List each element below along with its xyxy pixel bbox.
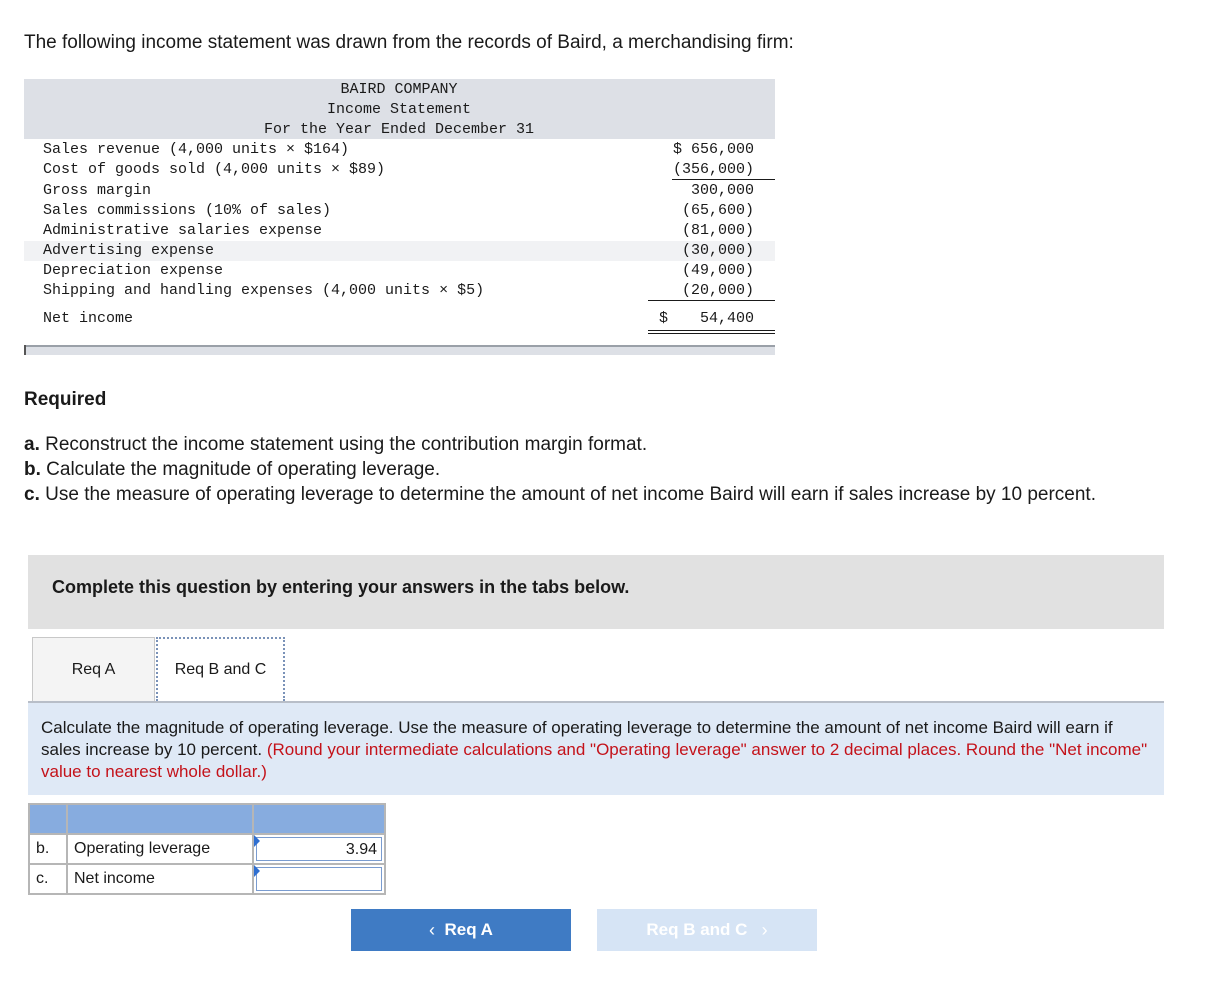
- required-item-a: [24, 432, 1096, 457]
- statement-footer-edge: [24, 345, 26, 355]
- line-label: Administrative salaries expense: [43, 222, 323, 239]
- row-label: Operating leverage: [67, 834, 253, 864]
- company-name: BAIRD COMPANY: [340, 81, 458, 98]
- statement-line: [24, 221, 775, 241]
- row-label: Net income: [67, 864, 253, 894]
- required-item-b: [24, 457, 1096, 482]
- statement-line: [24, 140, 775, 160]
- table-row: [29, 864, 385, 894]
- line-amount: (356,000): [672, 161, 754, 178]
- table-row: [29, 834, 385, 864]
- line-label: Sales commissions (10% of sales): [43, 202, 332, 219]
- prev-tab-button[interactable]: [351, 909, 571, 951]
- net-income-line: [24, 309, 775, 329]
- answer-table: [28, 803, 386, 895]
- instructions-panel: [28, 703, 1164, 795]
- line-amount: 300,000: [690, 182, 754, 199]
- tab-label: Req A: [71, 660, 116, 678]
- line-label: Cost of goods sold (4,000 units × $89): [43, 161, 386, 178]
- required-list: [24, 432, 1096, 507]
- row-letter: b.: [29, 834, 67, 864]
- operating-leverage-cell: [253, 834, 385, 864]
- item-letter: b.: [24, 459, 41, 480]
- tab-label: Req B and C: [174, 661, 267, 678]
- next-button-label: Req B and C: [646, 920, 748, 939]
- net-income-input[interactable]: [256, 867, 382, 891]
- line-label: Depreciation expense: [43, 262, 224, 279]
- income-statement: [24, 79, 775, 355]
- row-letter: c.: [29, 864, 67, 894]
- item-letter: a.: [24, 434, 40, 455]
- statement-line: [24, 281, 775, 301]
- instructions-text: Calculate the magnitude of operating leverage. Use the measure of operating leverage to determine the amount of net income Baird will earn if sales increase by 10 percent.: [41, 718, 1113, 759]
- statement-line: [24, 160, 775, 180]
- double-rule-bottom: [648, 333, 775, 334]
- line-amount: (65,600): [681, 202, 754, 219]
- net-income-cell: [253, 864, 385, 894]
- complete-banner: [28, 555, 1164, 629]
- item-text: Calculate the magnitude of operating leverage.: [46, 459, 441, 480]
- line-label: Shipping and handling expenses (4,000 units × $5): [43, 282, 485, 299]
- line-label: Gross margin: [43, 182, 152, 199]
- statement-footer: [24, 345, 775, 355]
- net-income-amount: 54,400: [699, 310, 754, 327]
- complete-banner-text: Complete this question by entering your answers in the tabs below.: [52, 577, 630, 597]
- chevron-right-icon: ›: [761, 919, 768, 940]
- line-amount: (20,000): [681, 282, 754, 299]
- next-tab-button[interactable]: [597, 909, 817, 951]
- double-rule-top: [648, 330, 775, 331]
- net-income-label: Net income: [43, 310, 134, 327]
- line-amount: (30,000): [681, 242, 754, 259]
- statement-line: [24, 201, 775, 221]
- required-item-c: [24, 482, 1096, 507]
- statement-line: [24, 241, 775, 261]
- intro-text: The following income statement was drawn from the records of Baird, a merchandising firm:: [24, 32, 794, 53]
- statement-line: [24, 261, 775, 281]
- line-amount: (49,000): [681, 262, 754, 279]
- statement-title: Income Statement: [326, 101, 472, 118]
- line-amount: (81,000): [681, 222, 754, 239]
- total-rule: [648, 300, 775, 301]
- line-label: Sales revenue (4,000 units × $164): [43, 141, 350, 158]
- instructions-note: (Round your intermediate calculations and "Operating leverage" answer to 2 decimal places. Round the "Net income" value to nearest whole dollar.): [41, 740, 1148, 781]
- statement-line: [24, 181, 775, 201]
- net-income-dollar: $: [659, 310, 669, 327]
- item-letter: c.: [24, 484, 40, 505]
- prev-button-label: Req A: [444, 920, 493, 939]
- operating-leverage-input[interactable]: 3.94: [256, 837, 382, 861]
- tab-req-a[interactable]: [32, 637, 155, 701]
- tab-req-b-and-c[interactable]: [156, 637, 285, 701]
- answer-table-header: [29, 804, 385, 834]
- statement-period: For the Year Ended December 31: [263, 121, 535, 138]
- input-marker-icon: [254, 835, 260, 847]
- chevron-left-icon: ‹: [429, 919, 436, 940]
- required-heading: Required: [24, 389, 107, 410]
- line-label: Advertising expense: [43, 242, 215, 259]
- line-amount: $ 656,000: [672, 141, 754, 158]
- subtotal-rule: [672, 179, 775, 180]
- input-marker-icon: [254, 865, 260, 877]
- item-text: Reconstruct the income statement using the contribution margin format.: [45, 434, 648, 455]
- item-text: Use the measure of operating leverage to determine the amount of net income Baird will earn if sales increase by 10 percent.: [45, 484, 1096, 505]
